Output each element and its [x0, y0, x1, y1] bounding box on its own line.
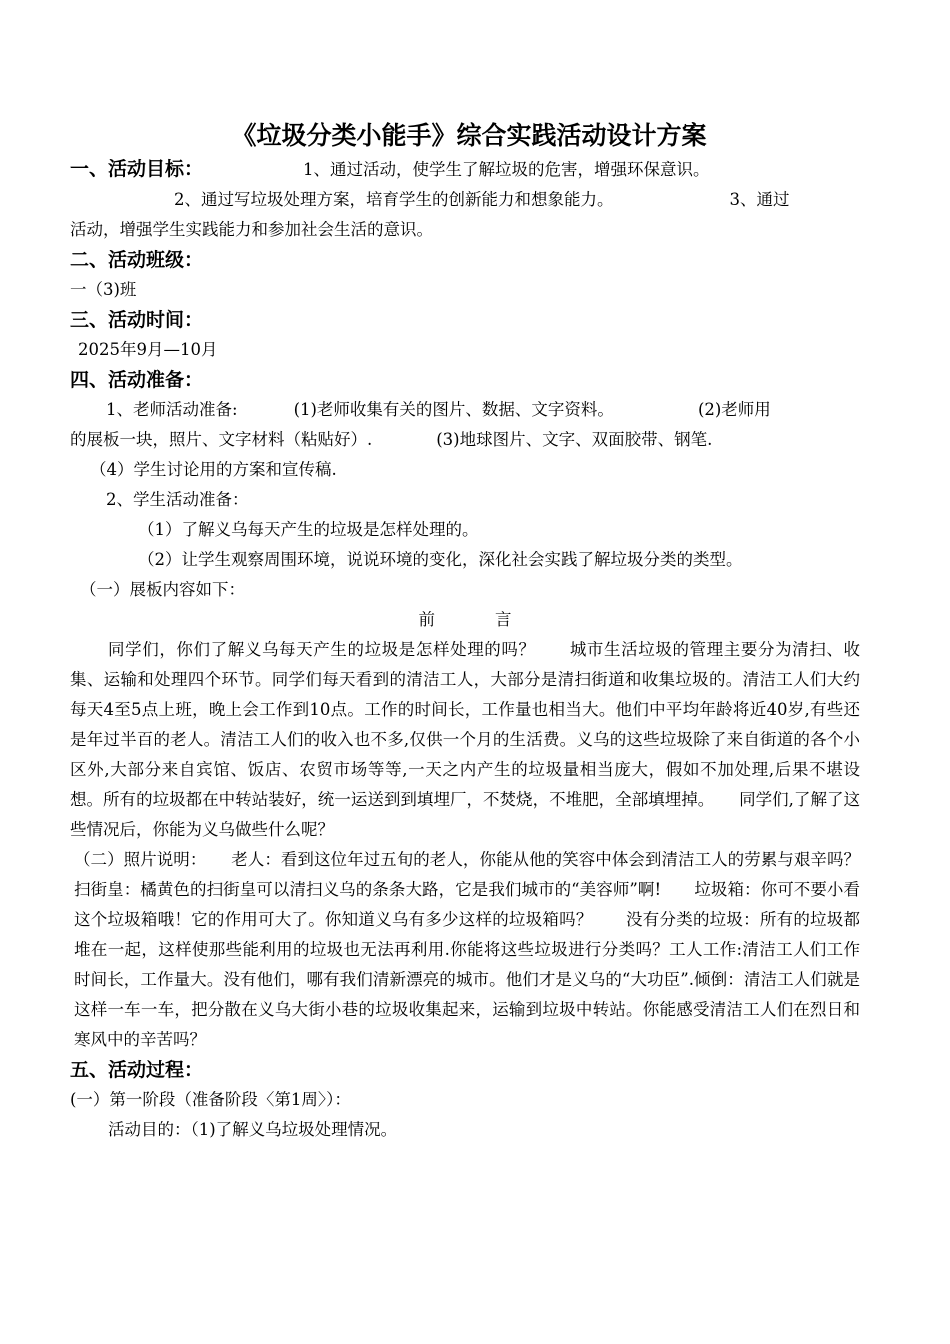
- student-prep-2: （2）让学生观察周围环境，说说环境的变化，深化社会实践了解垃圾分类的类型。: [138, 550, 743, 569]
- board-content-label: （一）展板内容如下：: [80, 580, 245, 599]
- goal-1: 1、通过活动，使学生了解垃圾的危害，增强环保意识。: [303, 160, 710, 179]
- student-prep-1: （1）了解义乌每天产生的垃圾是怎样处理的。: [138, 520, 479, 539]
- goals-line-1: [70, 154, 860, 185]
- teacher-prep-4: （4）学生讨论用的方案和宣传稿.: [90, 460, 337, 479]
- section-1-heading: 一、活动目标：: [70, 158, 204, 180]
- stage-1-heading: (一）第一阶段（准备阶段〈第1周〉）：: [70, 1090, 351, 1109]
- goal-3-start: 3、通过: [729, 190, 790, 209]
- teacher-prep-1: (1)老师收集有关的图片、数据、文字资料。: [293, 400, 614, 419]
- stage-1-goal: 活动目的：（1)了解义乌垃圾处理情况。: [108, 1120, 398, 1139]
- teacher-prep-2-start: (2)老师用: [697, 400, 771, 419]
- time-text: 2025年9月—10月: [78, 340, 218, 359]
- section-2-heading: 二、活动班级：: [70, 249, 204, 271]
- goal-2: 2、通过写垃圾处理方案，培育学生的创新能力和想象能力。: [174, 190, 614, 209]
- teacher-prep-label: 1、老师活动准备:: [106, 400, 238, 419]
- document-page: [70, 118, 893, 1145]
- prep-line-1: [70, 395, 860, 425]
- section-4-heading: 四、活动准备：: [70, 369, 204, 391]
- student-prep-label: 2、学生活动准备：: [106, 490, 249, 509]
- section-5-heading: 五、活动过程：: [70, 1059, 204, 1081]
- goals-line-2: [70, 185, 860, 215]
- teacher-prep-3: (3)地球图片、文字、双面胶带、钢笔.: [436, 430, 713, 449]
- photo-description: （二）照片说明： 老人：看到这位年过五旬的老人，你能从他的笑容中体会到清洁工人的劳累与艰辛吗？ 扫街皇：橘黄色的扫街皇可以清扫义乌的条条大路，它是我们城市的“美容师”啊! 垃圾箱：你可不要小看这个垃圾箱哦！它的作用可大了。你知道义乌有多少这样的垃圾箱吗？ 没有分类的垃圾：所有的垃圾都堆在一起，这样使那些能利用的垃圾也无法再利用.你能将这些垃圾进行分类吗？工人工作:清洁工人们工作时间长，工作量大。没有他们，哪有我们清新漂亮的城市。他们才是义乌的“大功臣”.倾倒：清洁工人们就是这样一车一车，把分散在义乌大街小巷的垃圾收集起来，运输到垃圾中转站。你能感受清洁工人们在烈日和寒风中的辛苦吗？: [74, 850, 893, 1049]
- class-text: 一（3)班: [70, 280, 137, 299]
- prep-line-2: [70, 425, 860, 455]
- goal-3-end: 活动，增强学生实践能力和参加社会生活的意识。: [70, 220, 433, 239]
- document-title: 《垃圾分类小能手》综合实践活动设计方案: [231, 121, 707, 150]
- teacher-prep-2-end: 的展板一块，照片、文字材料（粘贴好）.: [70, 430, 373, 449]
- preface-body: 同学们，你们了解义乌每天产生的垃圾是怎样处理的吗？ 城市生活垃圾的管理主要分为清扫、收集、运输和处理四个环节。同学们每天看到的清洁工人，大部分是清扫街道和收集垃圾的。清洁工人们大约每天4至5点上班，晚上会工作到10点。工作的时间长，工作量也相当大。他们中平均年龄将近40岁,有些还是年过半百的老人。清洁工人们的收入也不多,仅供一个月的生活费。义乌的这些垃圾除了来自街道的各个小区外,大部分来自宾馆、饭店、农贸市场等等,一天之内产生的垃圾量相当庞大，假如不加处理,后果不堪设想。所有的垃圾都在中转站装好，统一运送到到填埋厂，不焚烧，不堆肥，全部填埋掉。 同学们,了解了这些情况后，你能为义乌做些什么呢？: [70, 640, 860, 839]
- preface-heading: 前言: [418, 610, 572, 629]
- section-3-heading: 三、活动时间：: [70, 309, 204, 331]
